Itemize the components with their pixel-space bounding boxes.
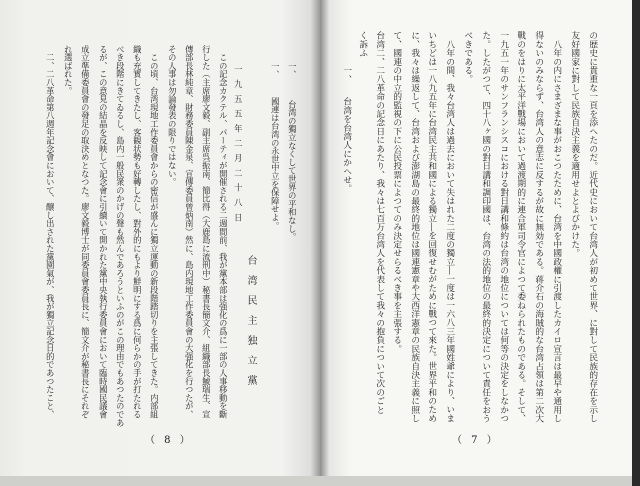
right-page-7 bbox=[320, 0, 632, 476]
paragraph-column: 戰のをはりに太平洋戰場において過渡期的に連合軍司令官によつて委ねられたものである。そして、 bbox=[515, 31, 526, 423]
paragraph-column: て、國連の中立的監視の下に公民投票によつてのみ決定せらるべき事を主張する。 bbox=[391, 31, 402, 353]
paragraph-column: この記念カクテル、パーティが開催される二週間前、我が黨本部は强化の爲に一部の人事移動を斷 bbox=[218, 45, 229, 419]
slogan-1-bullet: 一、 bbox=[287, 62, 298, 79]
slogan-1-text: 台湾の獨立なくして世界の平和なし。 bbox=[287, 100, 298, 242]
paragraph-column: の歴史に貴重な一頁を添へたのだ。近代史において台湾人が初めて世界、に對して民族的存在を示し bbox=[587, 31, 598, 423]
slogan-text: 台湾を台湾人にかへせ。 bbox=[341, 97, 352, 193]
left-page-8 bbox=[0, 0, 320, 476]
paragraph-column: 織も充實してきたし、客観状勢も好轉したし、對外的にもより鮮明にする爲に何らかの手が打たれる bbox=[132, 45, 143, 419]
paragraph-column: 一九五一年のサンフランシスコにおける對日講和條約は台湾の地位については何等の決定をしなかつ bbox=[498, 31, 509, 423]
paragraph-column: 傳部長林純章、財務委員陳金泉、宣傳委員曾炳南）然に、島内現地工作委員會の大强化を行つたが、 bbox=[184, 45, 195, 419]
paragraph-column: 得ないのみならず、台湾人の意志に反するが故に無効である。蒋介石の海賊的な台湾占領は第二次大 bbox=[533, 31, 544, 423]
paragraph-column: この頃、台湾現地工作委員會からの密信が盛んに獨立運動の新段階踏切りを主張してきた。内部組 bbox=[149, 45, 160, 419]
paragraph-column: に、我々は繰返して、台湾および澎湖島の最終的地位は國連憲章や大西洋憲章の民族自決主義に照し bbox=[409, 31, 420, 423]
paragraph-column: 八年の内にさまざまな事がおこつたために、台湾を中國政權に引渡したカイロ宣言は最早や通用し bbox=[551, 31, 562, 423]
slogan-bullet: 一、 bbox=[341, 66, 352, 84]
paragraph-column: べきである。 bbox=[462, 31, 473, 84]
paragraph-column: た。したがつて、四十八ヶ國の對日講和調印國は、台湾の法的地位の最終的決定について責任をおう bbox=[480, 31, 491, 423]
page-number: （ 7 ） bbox=[452, 435, 500, 446]
paragraph-column: 行した（主席廖文毅、副主席呉振南、簡比得（大鹿島に流刑中）秘書長簡文介、組織部長鯱瑞生、宣 bbox=[201, 45, 212, 419]
paragraph-column: いちどは一八九五年に台湾民主共和國による獨立―を回復せむがために戰つて來た。世界平和のため bbox=[426, 31, 437, 423]
party-signature: 台湾民主独立黨 bbox=[245, 255, 256, 395]
paragraph-column: く訴ふ bbox=[357, 31, 368, 58]
book-edge-shadow bbox=[632, 0, 640, 486]
page-number: （ 8 ） bbox=[145, 435, 193, 446]
date-line: 一九五五年二月二十八日 bbox=[233, 65, 244, 228]
paragraph-column: るが、この意見の結晶を反映して記念會に引續いて開かれた黨中央執行委員會において臨時國民議會 bbox=[98, 45, 109, 419]
paragraph-column: れ選ばれた。 bbox=[63, 45, 74, 95]
slogan-2-bullet: 一、 bbox=[270, 62, 281, 79]
paragraph-column: 二、二八革命第八週年記念會において、醸し出された黨園氣が、我が獨立記念日的であつたこと、 bbox=[45, 45, 56, 419]
paragraph-column: 台湾二、二八革命の記念日にあたり、我々は七百万台湾人を代表して我々の抱負について次のごと bbox=[374, 31, 385, 414]
slogan-2-text: 國連は台湾の永世中立を保障せよ。 bbox=[270, 97, 281, 230]
paragraph-column: その人事は勿論發表の限りではない。 bbox=[167, 45, 178, 187]
paragraph-column: 成立準備委員會の發足の取決めとなつた。廖文毅博士が同委員會委員長に、簡文介が秘書長にそれぞ bbox=[80, 45, 91, 419]
paragraph-column: 八年の間、我々台湾人は過去において失はれた二度の獨立―一度は一六八三年國姓爺により、いま bbox=[444, 31, 455, 423]
scan-bottom-margin bbox=[0, 476, 632, 486]
paragraph-column: べき段階にきてゐるし、島内一般民衆のかげの聲も然んであろうといふのがこの理由でもあつたのであ bbox=[115, 45, 126, 427]
paragraph-column: 友好國家に對して民族自決主義を適用せよとよびかけた。 bbox=[569, 31, 580, 258]
